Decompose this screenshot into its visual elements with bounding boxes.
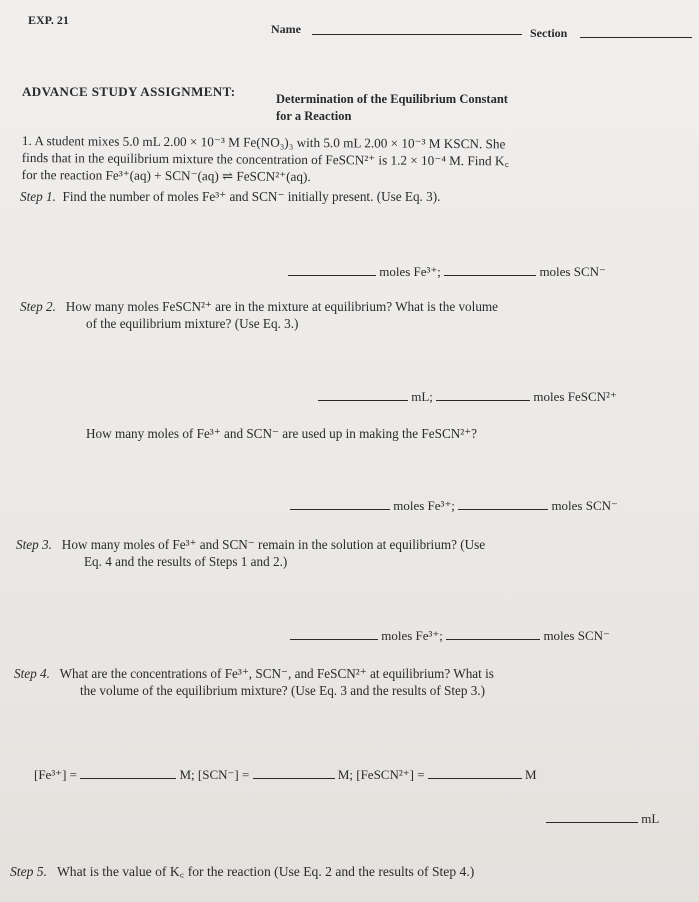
step-4 — [14, 665, 494, 699]
step-2-ans-scn-used: moles SCN⁻ — [551, 498, 618, 513]
step-4-volume — [546, 810, 659, 827]
step-4-line-1: What are the concentrations of Fe³⁺, SCN⁻, and FeSCN²⁺ at equilibrium? What is — [59, 666, 494, 681]
step-2-ans-ml: mL; — [411, 389, 433, 404]
step-3-line-1: How many moles of Fe³⁺ and SCN⁻ remain in the solution at equilibrium? (Use — [61, 537, 486, 552]
step-2-blank-ml[interactable] — [318, 388, 408, 401]
section-field[interactable] — [580, 25, 692, 38]
step-1-blank-fe[interactable] — [288, 263, 376, 276]
step-3-blank-fe[interactable] — [290, 627, 378, 640]
step-1-label: Step 1. — [20, 189, 56, 204]
step-4-blank-volume[interactable] — [546, 810, 638, 823]
step-4-concentrations — [34, 766, 537, 783]
step-2-answers-2 — [290, 497, 618, 514]
step-4-unit-m: M — [525, 767, 537, 782]
step-4-c-fescn: M; [FeSCN²⁺] = — [337, 767, 425, 782]
step-4-blank-fescn[interactable] — [428, 766, 522, 779]
step-2-blank-fescn[interactable] — [436, 388, 530, 401]
step-2-ans-fe-used: moles Fe³⁺; — [393, 498, 455, 513]
step-1 — [20, 188, 440, 205]
problem-number: 1. — [21, 132, 32, 149]
step-3-answers — [290, 627, 610, 644]
exp-number: EXP. 21 — [28, 13, 69, 27]
assignment-subtitle: for a Reaction — [276, 109, 352, 123]
problem-line-2: finds that in the equilibrium mixture the concentration of FeSCN²⁺ is 1.2 × 10⁻⁴ M. Find K꜀ — [21, 149, 510, 169]
step-3-label: Step 3. — [16, 537, 52, 552]
name-field[interactable] — [312, 22, 522, 35]
name-label: Name — [271, 22, 301, 36]
step-5-label: Step 5. — [10, 864, 47, 879]
problem-line-3: for the reaction Fe³⁺(aq) + SCN⁻(aq) ⇌ FeSCN²⁺(aq). — [21, 166, 311, 185]
step-3 — [16, 536, 485, 570]
step-5-text: What is the value of K꜀ for the reaction (Use Eq. 2 and the results of Step 4.) — [56, 864, 475, 879]
step-3-ans-scn: moles SCN⁻ — [543, 628, 610, 643]
step-2-question-2: How many moles of Fe³⁺ and SCN⁻ are used up in making the FeSCN²⁺? — [86, 426, 478, 441]
step-4-c-fe: [Fe³⁺] = — [34, 767, 77, 782]
step-2-blank-fe-used[interactable] — [290, 497, 390, 510]
step-4-blank-scn[interactable] — [253, 766, 335, 779]
step-2-line-1: How many moles FeSCN²⁺ are in the mixture at equilibrium? What is the volume — [65, 299, 499, 314]
step-2 — [20, 298, 498, 332]
step-1-text: Find the number of moles Fe³⁺ and SCN⁻ initially present. (Use Eq. 3). — [62, 189, 441, 204]
step-1-ans-fe: moles Fe³⁺; — [379, 264, 441, 279]
step-2-line-2: of the equilibrium mixture? (Use Eq. 3.) — [86, 316, 299, 331]
assignment-label: ADVANCE STUDY ASSIGNMENT: — [22, 84, 236, 99]
step-1-blank-scn[interactable] — [444, 263, 536, 276]
step-4-label: Step 4. — [14, 666, 50, 681]
step-3-ans-fe: moles Fe³⁺; — [381, 628, 443, 643]
step-2-answers — [318, 388, 617, 405]
step-2-ans-fescn: moles FeSCN²⁺ — [533, 389, 617, 404]
problem-line-1: A student mixes 5.0 mL 2.00 × 10⁻³ M Fe(NO₃)₃ with 5.0 mL 2.00 × 10⁻³ M KSCN. She — [34, 133, 506, 152]
step-1-answers — [288, 263, 606, 280]
step-1-ans-scn: moles SCN⁻ — [539, 264, 606, 279]
step-4-blank-fe[interactable] — [80, 766, 176, 779]
step-4-c-scn: M; [SCN⁻] = — [179, 767, 250, 782]
step-2-label: Step 2. — [20, 299, 56, 314]
step-5 — [10, 863, 474, 880]
step-3-line-2: Eq. 4 and the results of Steps 1 and 2.) — [84, 554, 288, 569]
step-4-unit-ml: mL — [641, 811, 660, 826]
step-4-line-2: the volume of the equilibrium mixture? (Use Eq. 3 and the results of Step 3.) — [80, 683, 486, 698]
assignment-title: Determination of the Equilibrium Constant — [276, 92, 508, 106]
step-3-blank-scn[interactable] — [446, 627, 540, 640]
step-2-blank-scn-used[interactable] — [458, 497, 548, 510]
section-label: Section — [530, 26, 568, 40]
problem-block — [22, 132, 510, 186]
